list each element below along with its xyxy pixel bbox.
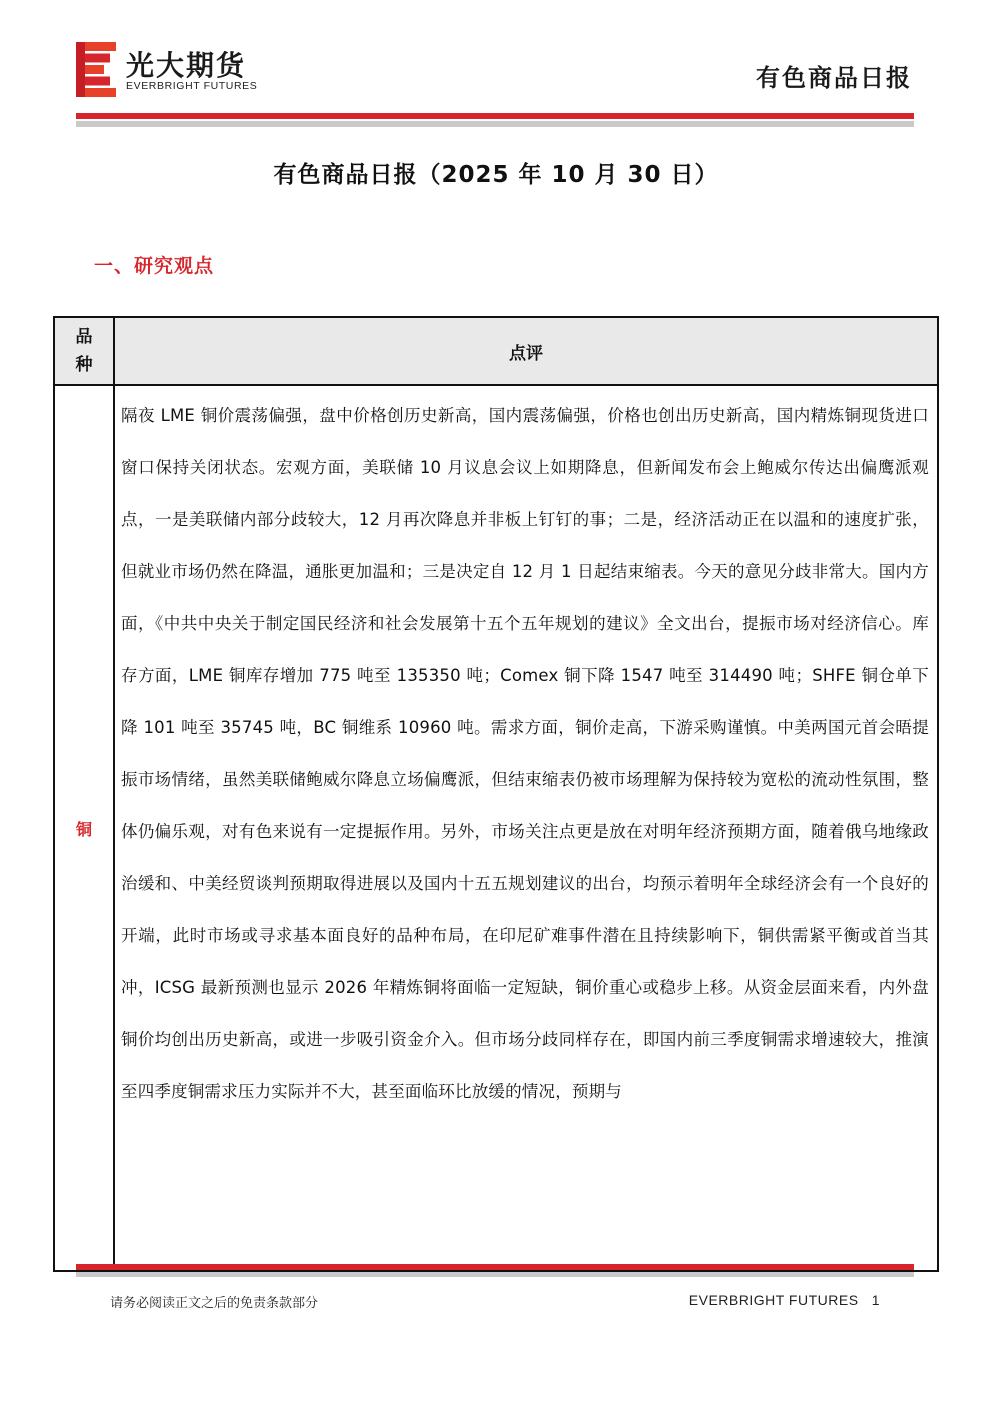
table-row xyxy=(54,385,938,1271)
column-header-comment: 点评 xyxy=(114,317,938,385)
column-header-variety: 品 种 xyxy=(54,317,114,385)
footer-divider-gray xyxy=(76,1272,914,1277)
footer-brand: EVERBRIGHT FUTURES xyxy=(688,1292,859,1308)
logo-name-en: EVERBRIGHT FUTURES xyxy=(126,80,258,92)
footer-divider-red xyxy=(76,1264,914,1270)
footer-disclaimer: 请务必阅读正文之后的免责条款部分 xyxy=(110,1296,319,1311)
logo-name-cn: 光大期货 xyxy=(126,49,247,82)
table-header-row xyxy=(54,317,938,385)
everbright-logo-icon xyxy=(76,42,116,98)
header-divider-red xyxy=(76,113,914,119)
footer-brand-page xyxy=(689,1292,880,1308)
page-number: 1 xyxy=(871,1292,880,1308)
company-logo xyxy=(76,42,286,100)
section-heading: 一、研究观点 xyxy=(94,255,215,277)
document-title: 有色商品日报（2025 年 10 月 30 日） xyxy=(273,162,719,188)
header-divider-gray xyxy=(76,121,914,127)
header-title: 有色商品日报 xyxy=(756,64,912,92)
comment-cell: 隔夜 LME 铜价震荡偏强，盘中价格创历史新高，国内震荡偏强，价格也创出历史新高，国内精炼铜现货进口窗口保持关闭状态。宏观方面，美联储 10 月议息会议上如期降息，但新闻发布会上鲍威尔传达出偏鹰派观点，一是美联储内部分歧较大，12 月再次降息并非板上钉钉的事；二是，经济活动正在以温和的速度扩张，但就业市场仍然在降温，通胀更加温和；三是决定自 12 月 1 日起结束缩表。今天的意见分歧非常大。国内方面，《中共中央关于制定国民经济和社会发展第十五个五年规划的建议》全文出台，提振市场对经济信心。库存方面，LME 铜库存增加 775 吨至 135350 吨；Comex 铜下降 1547 吨至 314490 吨；SHFE 铜仓单下降 101 吨至 35745 吨，BC 铜维系 10960 吨。需求方面，铜价走高，下游采购谨慎。中美两国元首会晤提振市场情绪，虽然美联储鲍威尔降息立场偏鹰派，但结束缩表仍被市场理解为保持较为宽松的流动性氛围，整体仍偏乐观，对有色来说有一定提振作用。另外，市场关注点更是放在对明年经济预期方面，随着俄乌地缘政治缓和、中美经贸谈判预期取得进展以及国内十五五规划建议的出台，均预示着明年全球经济会有一个良好的开端，此时市场或寻求基本面良好的品种布局，在印尼矿难事件潜在且持续影响下，铜供需紧平衡或首当其冲，ICSG 最新预测也显示 2026 年精炼铜将面临一定短缺，铜价重心或稳步上移。从资金层面来看，内外盘铜价均创出历史新高，或进一步吸引资金介入。但市场分歧同样存在，即国内前三季度铜需求增速较大，推演至四季度铜需求压力实际并不大，甚至面临环比放缓的情况，预期与 xyxy=(114,385,938,1271)
research-table xyxy=(53,316,939,1272)
variety-cell: 铜 xyxy=(54,385,114,1271)
